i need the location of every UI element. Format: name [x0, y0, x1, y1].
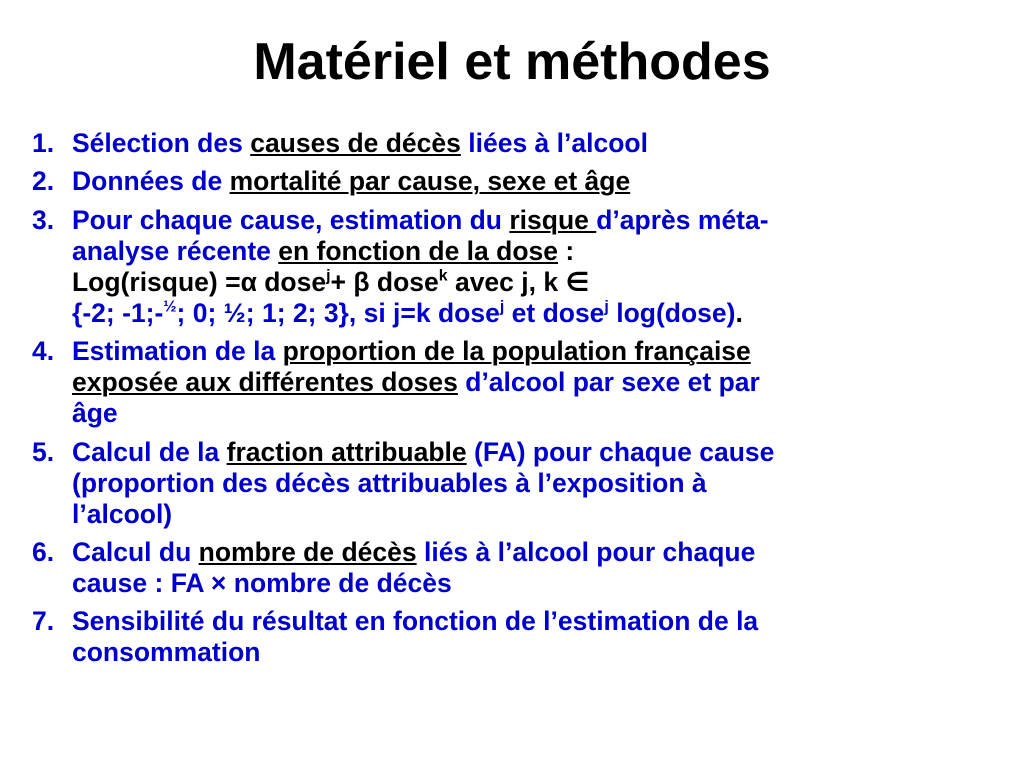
item-line — [72, 606, 992, 637]
formula-line — [72, 267, 992, 298]
item-text: liés à l’alcool pour chaque — [416, 536, 756, 567]
item-line — [72, 367, 992, 398]
item-line — [72, 537, 992, 568]
formula-text: {-2; -1;- — [72, 297, 164, 328]
methods-list — [32, 128, 992, 676]
formula-text: log(dose) — [608, 297, 736, 328]
item-number: 7. — [32, 606, 55, 637]
item-line — [72, 336, 992, 367]
list-item — [32, 537, 992, 599]
item-line — [72, 468, 992, 499]
item-text: d’après méta- — [596, 204, 769, 235]
exponent-j: j — [326, 267, 331, 285]
item-line — [72, 637, 992, 668]
list-item — [32, 606, 992, 668]
slide-title: Matériel et méthodes — [253, 33, 771, 91]
half-symbol: ½ — [163, 298, 177, 316]
exponent-k: k — [438, 267, 448, 285]
underlined-term: en fonction de la dose — [278, 235, 559, 266]
item-text: l’alcool) — [72, 498, 173, 529]
underlined-term: risque — [509, 204, 597, 235]
item-text: liées à l’alcool — [460, 128, 648, 158]
exponent-j: j — [604, 298, 609, 316]
item-text: Calcul de la — [72, 436, 227, 467]
item-text: (proportion des décès attribuables à l’exposition à — [72, 467, 707, 498]
item-number: 2. — [32, 166, 55, 197]
item-number: 4. — [32, 336, 55, 367]
item-text: Données de — [72, 166, 230, 197]
item-line — [72, 499, 992, 530]
item-line — [72, 398, 992, 429]
half-symbol: ½ — [223, 297, 246, 328]
item-line — [72, 568, 992, 599]
item-number: 6. — [32, 536, 55, 567]
item-text: Sélection des — [72, 128, 251, 158]
item-text: Pour chaque cause, estimation du — [72, 204, 510, 235]
underlined-term: nombre de décès — [198, 536, 417, 567]
list-item — [32, 437, 992, 530]
alpha-symbol: α — [240, 266, 257, 297]
item-text: âge — [72, 398, 118, 429]
underlined-term: fraction attribuable — [226, 436, 467, 467]
underlined-term: proportion de la population française — [282, 336, 751, 367]
item-text: Estimation de la — [72, 336, 283, 367]
element-of-symbol: ∈ — [565, 266, 590, 297]
formula-text: dose — [256, 266, 327, 297]
list-item — [32, 205, 992, 329]
item-line — [72, 128, 992, 159]
item-text: analyse récente — [72, 235, 279, 266]
formula-text: et dose — [504, 297, 605, 328]
item-text: cause : FA × nombre de décès — [72, 567, 452, 598]
formula-text: ; 1; 2; 3}, si j=k dose — [245, 297, 500, 328]
item-line — [72, 437, 992, 468]
item-text: Sensibilité du résultat en fonction de l’estimation de la — [72, 606, 759, 637]
formula-line — [72, 298, 992, 329]
formula-text: . — [735, 297, 743, 328]
item-text: d’alcool par sexe et par — [457, 367, 760, 398]
underlined-term: causes de décès — [250, 128, 461, 158]
formula-text: ; 0; — [176, 297, 224, 328]
item-line — [72, 205, 992, 236]
exponent-j: j — [499, 298, 505, 316]
formula-text: avec j, k — [447, 266, 566, 297]
item-line — [72, 236, 992, 267]
item-text: Calcul du — [72, 536, 199, 567]
item-text: : — [558, 235, 575, 266]
list-item — [32, 336, 992, 429]
item-line — [72, 166, 992, 197]
underlined-term: mortalité par cause, sexe et âge — [229, 166, 631, 197]
item-number: 1. — [32, 128, 55, 158]
underlined-term: exposée aux différentes doses — [72, 367, 458, 398]
formula-text: + β dose — [330, 266, 439, 297]
item-text: (FA) pour chaque cause — [466, 436, 775, 467]
item-number: 3. — [32, 204, 55, 235]
formula-text: Log(risque) = — [72, 266, 241, 297]
item-text: consommation — [72, 637, 261, 668]
list-item — [32, 128, 992, 159]
list-item — [32, 166, 992, 197]
item-number: 5. — [32, 436, 55, 467]
